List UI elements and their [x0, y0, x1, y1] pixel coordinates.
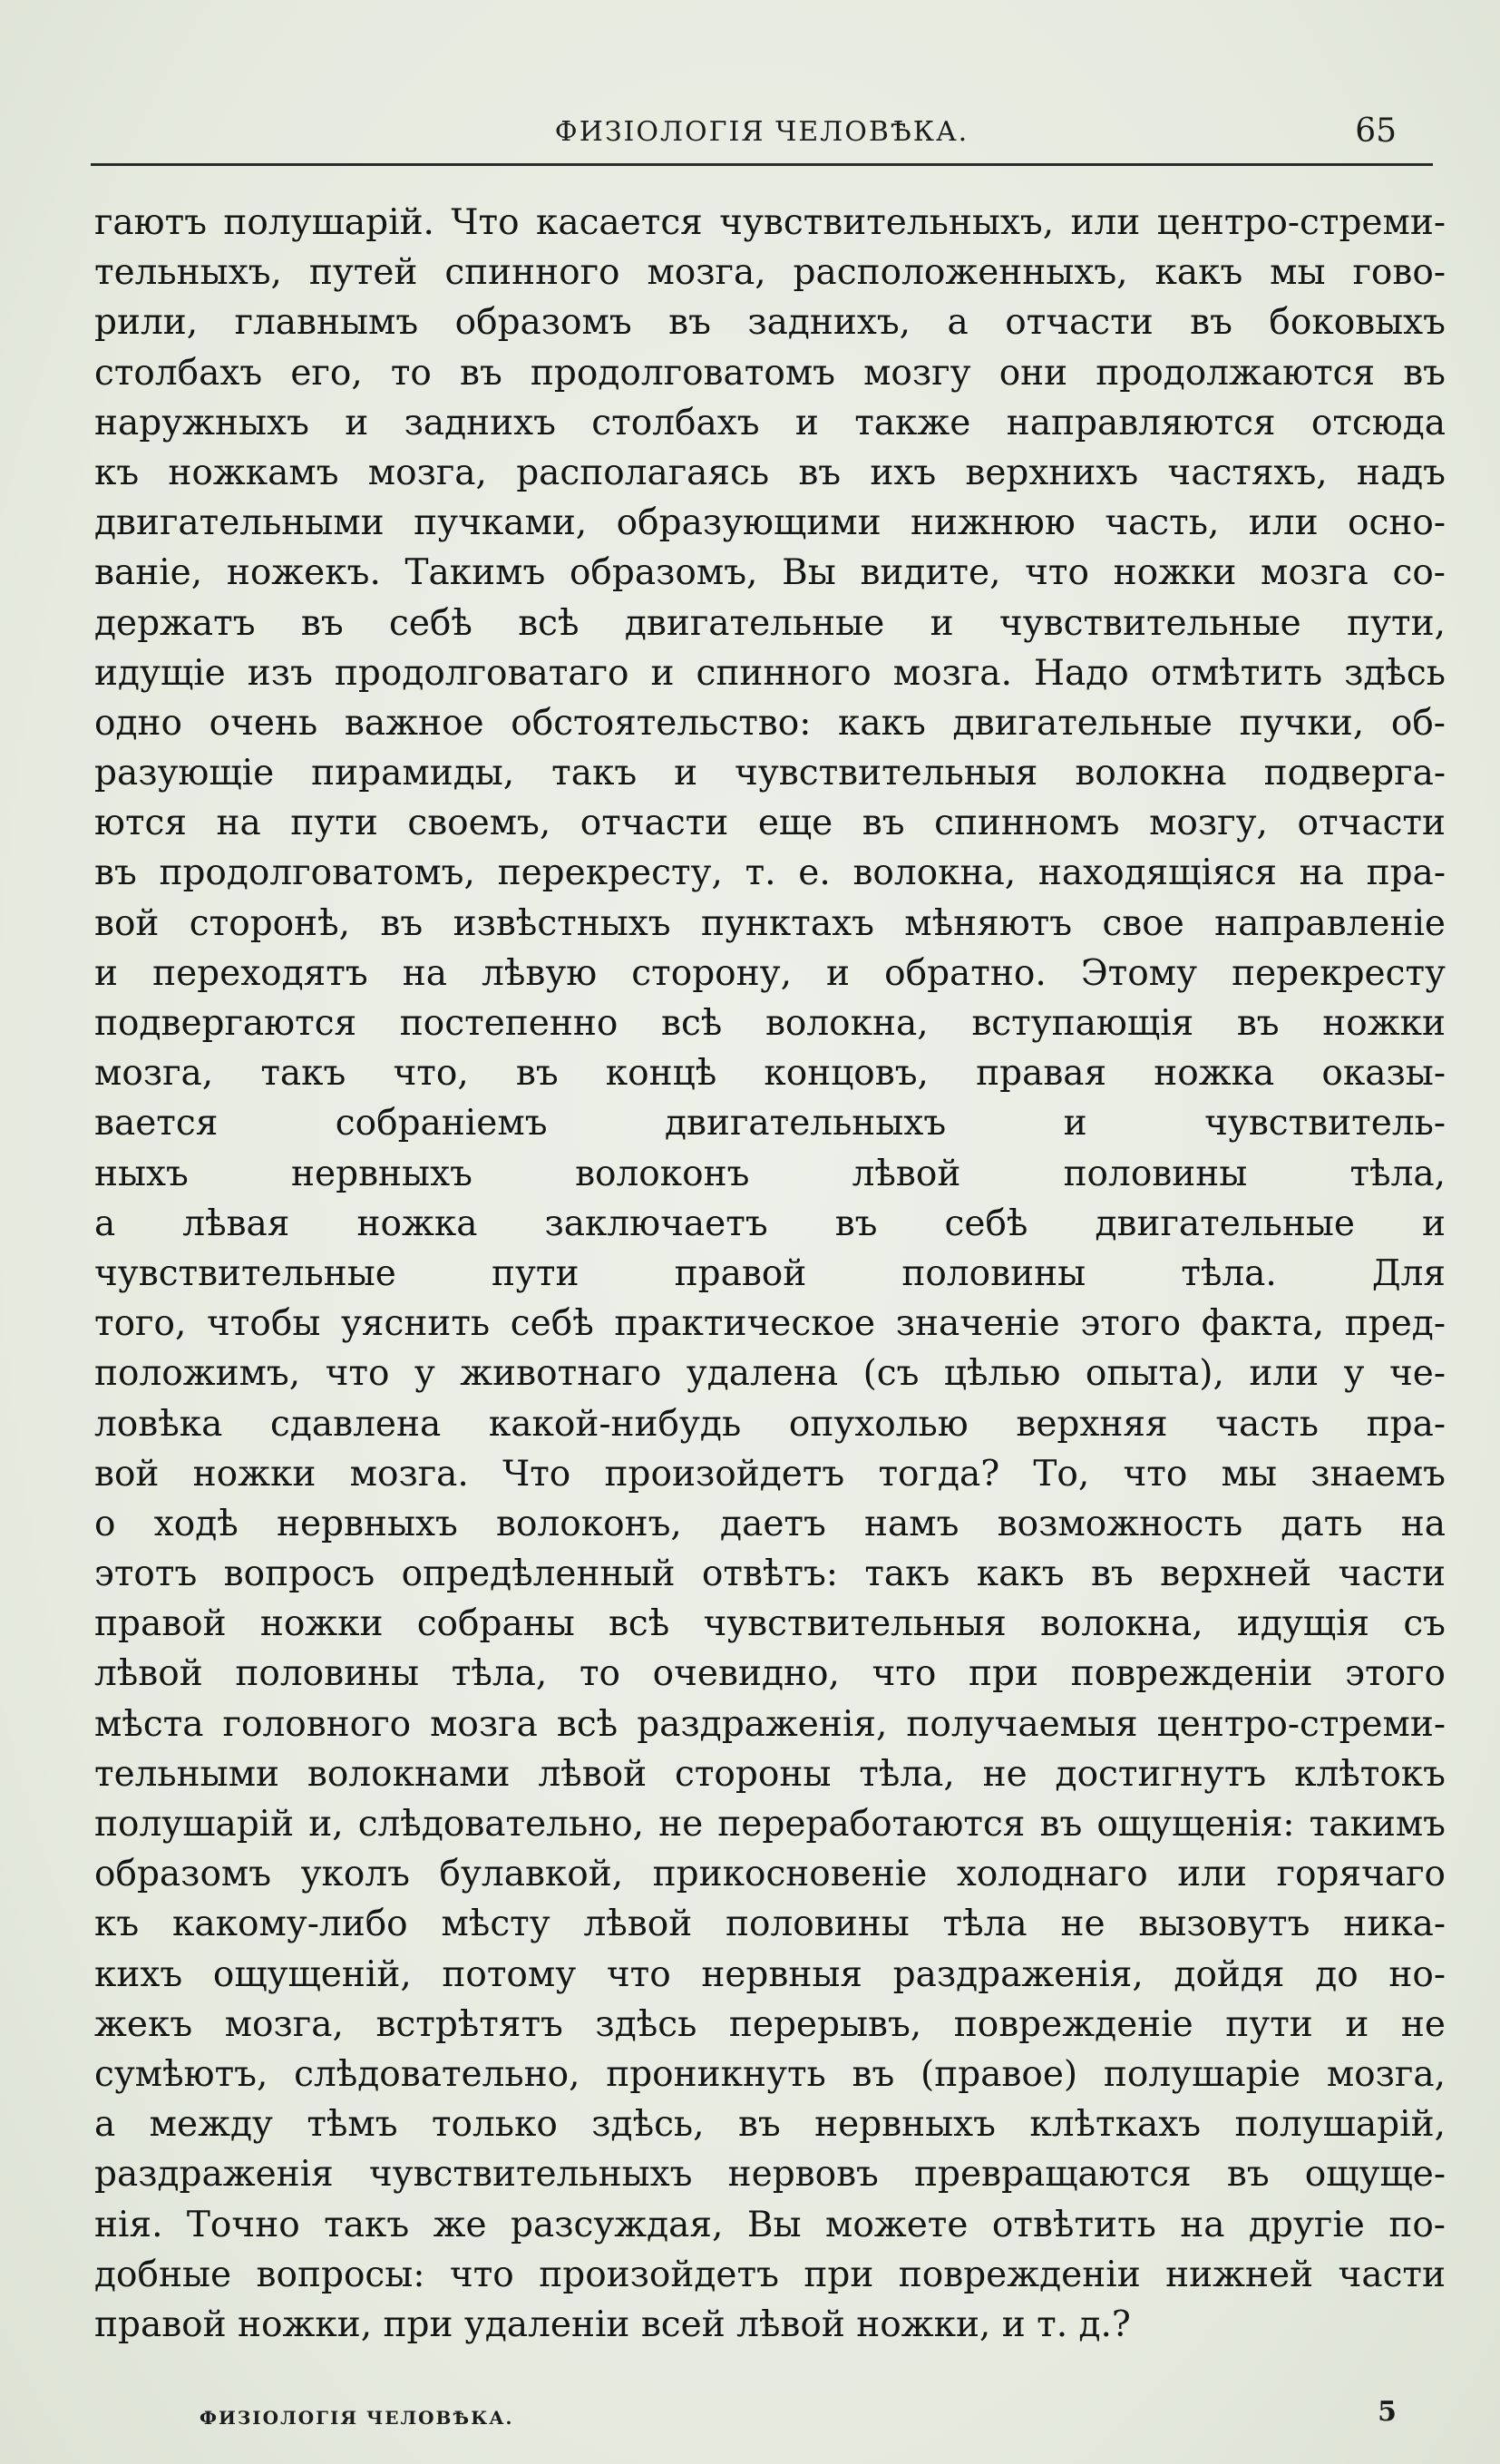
text-line: гаютъ полушарій. Что касается чувствительныхъ, или центро-стреми- [94, 202, 1446, 243]
text-line: чувствительные пути правой половины тѣла. Для [94, 1252, 1446, 1294]
text-line: кихъ ощущеній, потому что нервныя раздраженія, дойдя до но- [94, 1953, 1446, 1995]
text-line: къ ножкамъ мозга, располагаясь въ ихъ верхнихъ частяхъ, надъ [94, 452, 1446, 493]
text-line: сумѣютъ, слѣдовательно, проникнуть въ (правое) полушаріе мозга, [94, 2053, 1446, 2095]
text-line: полушарій и, слѣдовательно, не переработаются въ ощущенія: такимъ [94, 1804, 1446, 1845]
text-line: ловѣка сдавлена какой-нибудь опухолью верхняя часть пра- [94, 1403, 1446, 1445]
text-line: ваніе, ножекъ. Такимъ образомъ, Вы видите, что ножки мозга со- [94, 552, 1446, 594]
text-line: вой сторонѣ, въ извѣстныхъ пунктахъ мѣняютъ свое направленіе [94, 902, 1446, 944]
text-line: наружныхъ и заднихъ столбахъ и также направляются отсюда [94, 402, 1446, 443]
body-text [94, 198, 1446, 2350]
signature-mark: ФИЗІОЛОГІЯ ЧЕЛОВѢКА. [200, 2407, 514, 2429]
text-line: тельныхъ, путей спинного мозга, расположенныхъ, какъ мы гово- [94, 252, 1446, 294]
text-line: одно очень важное обстоятельство: какъ двигательные пучки, об- [94, 702, 1446, 744]
text-line: идущіе изъ продолговатаго и спинного мозга. Надо отмѣтить здѣсь [94, 652, 1446, 694]
text-line: вой ножки мозга. Что произойдетъ тогда? То, что мы знаемъ [94, 1453, 1446, 1495]
running-title: ФИЗІОЛОГІЯ ЧЕЛОВѢКА. [554, 116, 969, 148]
text-line: ются на пути своемъ, отчасти еще въ спинномъ мозгу, отчасти [94, 803, 1446, 844]
text-line: подвергаются постепенно всѣ волокна, вступающія въ ножки [94, 1003, 1446, 1044]
text-line: того, чтобы уяснить себѣ практическое значеніе этого факта, пред- [94, 1303, 1446, 1345]
text-line: о ходѣ нервныхъ волоконъ, даетъ намъ возможность дать на [94, 1503, 1446, 1544]
text-line: нія. Точно такъ же разсуждая, Вы можете отвѣтить на другіе по- [94, 2204, 1446, 2245]
header-rule [91, 163, 1433, 166]
text-line: жекъ мозга, встрѣтятъ здѣсь перерывъ, поврежденіе пути и не [94, 2003, 1446, 2045]
text-line: этотъ вопросъ опредѣленный отвѣтъ: такъ какъ въ верхней части [94, 1553, 1446, 1595]
text-line: къ какому-либо мѣсту лѣвой половины тѣла не вызовутъ ника- [94, 1904, 1446, 1945]
text-line: разующіе пирамиды, такъ и чувствительныя волокна подверга- [94, 753, 1446, 794]
page-number: 65 [1355, 112, 1397, 150]
text-line: ныхъ нервныхъ волоконъ лѣвой половины тѣла, [94, 1153, 1446, 1194]
text-line: мѣста головного мозга всѣ раздраженія, получаемыя центро-стреми- [94, 1703, 1446, 1745]
text-line: столбахъ его, то въ продолговатомъ мозгу они продолжаются въ [94, 352, 1446, 394]
text-line: добные вопросы: что произойдетъ при поврежденіи нижней части [94, 2254, 1446, 2295]
text-line: лѣвой половины тѣла, то очевидно, что при поврежденіи этого [94, 1653, 1446, 1695]
text-line: тельными волокнами лѣвой стороны тѣла, не достигнутъ клѣтокъ [94, 1753, 1446, 1795]
page-header [91, 109, 1433, 172]
text-line: въ продолговатомъ, перекресту, т. е. волокна, находящіяся на пра- [94, 852, 1446, 894]
text-line: положимъ, что у животнаго удалена (съ цѣлью опыта), или у че- [94, 1353, 1446, 1395]
text-line: правой ножки собраны всѣ чувствительныя волокна, идущія съ [94, 1603, 1446, 1645]
text-line: и переходятъ на лѣвую сторону, и обратно. Этому перекресту [94, 952, 1446, 994]
page-footer [200, 2396, 1397, 2438]
text-line: раздраженія чувствительныхъ нервовъ превращаются въ ощуще- [94, 2154, 1446, 2196]
text-line: а между тѣмъ только здѣсь, въ нервныхъ клѣткахъ полушарій, [94, 2104, 1446, 2146]
text-line: двигательными пучками, образующими нижнюю часть, или осно- [94, 502, 1446, 544]
text-line: держатъ въ себѣ всѣ двигательные и чувствительные пути, [94, 602, 1446, 644]
signature-number: 5 [1378, 2396, 1397, 2428]
text-line: образомъ уколъ булавкой, прикосновеніе холоднаго или горячаго [94, 1854, 1446, 1895]
text-line: мозга, такъ что, въ концѣ концовъ, правая ножка оказы- [94, 1053, 1446, 1095]
text-line: вается собраніемъ двигательныхъ и чувствитель- [94, 1103, 1446, 1144]
text-line: рили, главнымъ образомъ въ заднихъ, а отчасти въ боковыхъ [94, 302, 1446, 344]
text-line: правой ножки, при удаленіи всей лѣвой ножки, и т. д.? [94, 2303, 1131, 2345]
text-line: а лѣвая ножка заключаетъ въ себѣ двигательные и [94, 1203, 1446, 1244]
